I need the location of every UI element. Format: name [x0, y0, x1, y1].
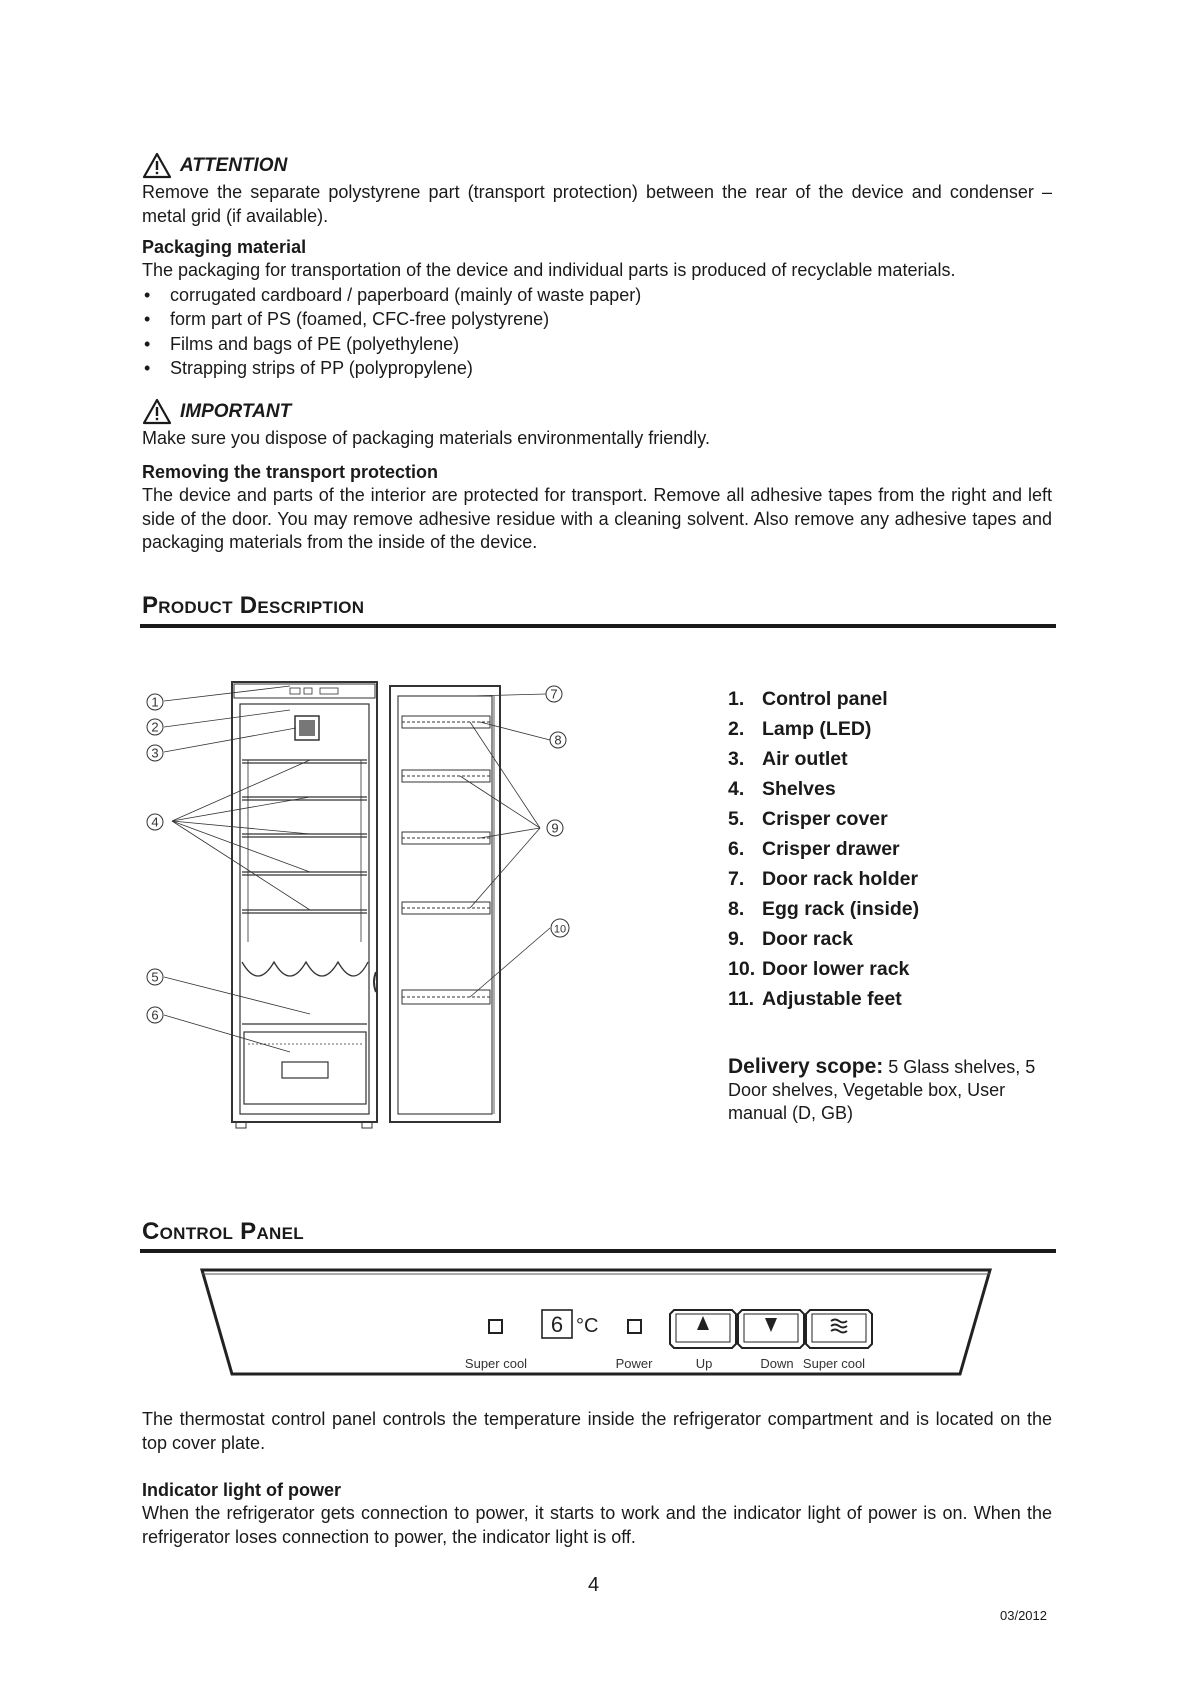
list-item: • corrugated cardboard / paperboard (mainly of waste paper) [142, 283, 1052, 308]
packaging-text: The packaging for transportation of the device and individual parts is produced of recyclable materials. [142, 260, 956, 280]
product-description-header [142, 592, 1052, 620]
label-up: Up [695, 1356, 713, 1371]
important-title: IMPORTANT [180, 400, 292, 422]
indicator-section [142, 1479, 1052, 1549]
warning-icon [142, 398, 172, 425]
packaging-list [142, 283, 1052, 381]
section-title: Control Panel [142, 1218, 304, 1245]
callout-7: 7 [550, 686, 558, 702]
callout-6: 6 [151, 1007, 159, 1023]
section-divider [140, 624, 1056, 628]
indicator-text: When the refrigerator gets connection to power, it starts to work and the indicator light of power is on. When the refrigerator loses connection to power, the indicator light is off. [142, 1503, 1052, 1547]
page-number: 4 [588, 1574, 600, 1596]
list-item: 11. Adjustable feet [728, 988, 902, 1010]
delivery-text: 5 Glass shelves, 5 Door shelves, Vegetable box, User manual (D, GB) [728, 1057, 1036, 1123]
list-item: • Films and bags of PE (polyethylene) [142, 332, 1052, 357]
temperature-unit: °C [576, 1315, 599, 1337]
important-section [142, 398, 1052, 451]
list-item: 9. Door rack [728, 928, 854, 950]
section-divider [140, 1249, 1056, 1253]
control-panel-text: The thermostat control panel controls the temperature inside the refrigerator compartment and is located on the top cover plate. [142, 1409, 1052, 1453]
list-item: 10. Door lower rack [728, 958, 910, 980]
important-text: Make sure you dispose of packaging materials environmentally friendly. [142, 428, 710, 448]
fridge-diagram [140, 672, 620, 1142]
control-panel-diagram [196, 1264, 996, 1380]
up-button[interactable] [670, 1310, 736, 1348]
down-button[interactable] [738, 1310, 804, 1348]
attention-title: ATTENTION [180, 154, 288, 176]
section-title: Product Description [142, 592, 365, 619]
callout-3: 3 [151, 745, 159, 761]
list-item: 4. Shelves [728, 778, 836, 800]
door-racks [402, 716, 490, 1004]
callout-4: 4 [151, 814, 159, 830]
control-panel-header [142, 1218, 1052, 1246]
label-super-cool-button: Super cool [802, 1356, 866, 1371]
list-item: 2. Lamp (LED) [728, 718, 872, 740]
control-panel-strip [234, 684, 375, 698]
super-cool-indicator [489, 1320, 502, 1333]
callout-10: 10 [553, 923, 567, 936]
cabinet-inner [240, 704, 369, 1114]
warning-icon [142, 152, 172, 179]
list-item: 7. Door rack holder [728, 868, 919, 890]
callout-2: 2 [151, 719, 159, 735]
label-power: Power [615, 1356, 653, 1371]
packaging-section [142, 236, 1052, 381]
list-item: 1. Control panel [728, 688, 888, 710]
attention-section [142, 152, 1052, 228]
delivery-scope [728, 1055, 1068, 1125]
temperature-value: 6 [550, 1312, 564, 1337]
callout-numbers [151, 687, 566, 1023]
parts-list [728, 684, 919, 1014]
control-panel-description [142, 1408, 1052, 1455]
super-cool-button[interactable] [806, 1310, 872, 1348]
callout-9: 9 [551, 820, 559, 836]
list-item: 5. Crisper cover [728, 808, 888, 830]
delivery-label: Delivery scope: [728, 1055, 884, 1078]
transport-text: The device and parts of the interior are protected for transport. Remove all adhesive tapes from the right and left side of the door. You may remove adhesive residue with a cleaning solvent. Also remove any adhesive tapes and packaging materials from the inside of the device. [142, 485, 1052, 552]
list-item: 8. Egg rack (inside) [728, 898, 920, 920]
packaging-heading: Packaging material [142, 237, 307, 257]
crisper-drawer [244, 1032, 366, 1104]
list-item: • form part of PS (foamed, CFC-free polystyrene) [142, 307, 1052, 332]
door-inner [398, 696, 492, 1114]
label-down: Down [760, 1356, 794, 1371]
shelves [242, 760, 367, 913]
list-item: 6. Crisper drawer [728, 838, 900, 860]
cabinet-outline [232, 682, 377, 1122]
list-item: • Strapping strips of PP (polypropylene) [142, 356, 1052, 381]
door-outline [390, 686, 500, 1122]
power-indicator [628, 1320, 641, 1333]
callout-5: 5 [151, 969, 159, 985]
transport-section [142, 461, 1052, 555]
transport-heading: Removing the transport protection [142, 462, 439, 482]
revision-date: 03/2012 [1000, 1608, 1047, 1623]
crisper-cover [242, 962, 368, 976]
indicator-heading: Indicator light of power [142, 1480, 341, 1500]
attention-text: Remove the separate polystyrene part (transport protection) between the rear of the device and condenser – metal grid (if available). [142, 182, 1052, 226]
callout-1: 1 [151, 694, 159, 710]
label-super-cool: Super cool [464, 1356, 528, 1371]
callout-8: 8 [554, 732, 562, 748]
attention-heading [142, 152, 1052, 179]
important-heading [142, 398, 1052, 425]
callouts [147, 686, 569, 1023]
list-item: 3. Air outlet [728, 748, 848, 770]
